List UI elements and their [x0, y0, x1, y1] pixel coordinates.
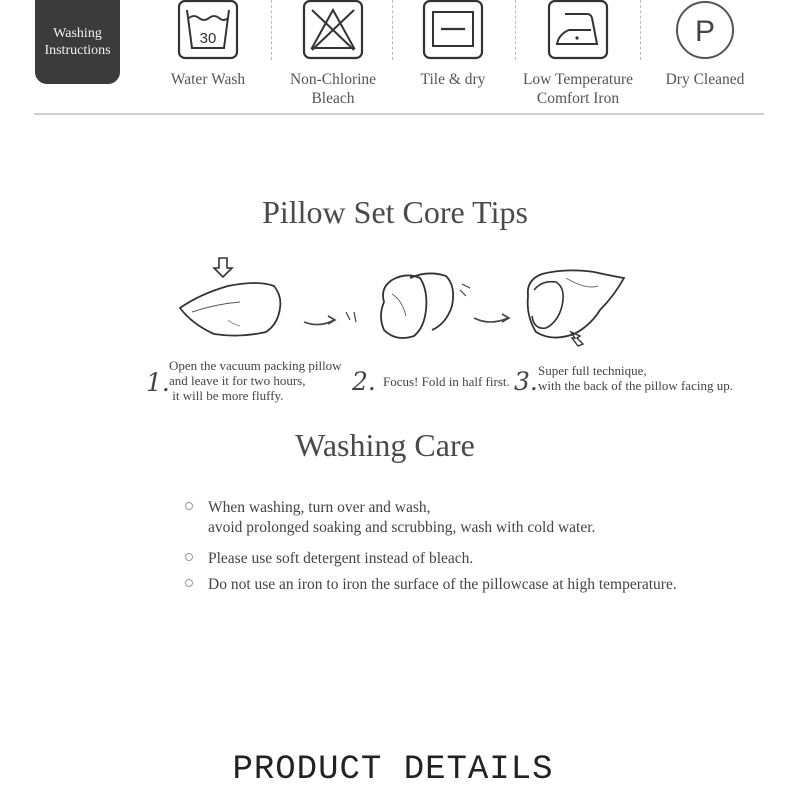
wash-temp-text: 30	[199, 30, 217, 47]
pillow-flat-icon	[180, 258, 280, 336]
care-label-dry-cleaned: Dry Cleaned	[665, 71, 745, 88]
step-1-text: Open the vacuum packing pillow and leave it for two hours, it will be more fluffy.	[169, 358, 342, 403]
care-item-water-wash	[160, 0, 256, 89]
pillow-folded-icon	[381, 273, 470, 338]
low-iron-icon	[547, 0, 609, 60]
step-1-number: 1.	[146, 368, 170, 397]
divider	[392, 0, 393, 60]
care-label-water-wash: Water Wash	[170, 71, 246, 88]
divider	[640, 0, 641, 60]
care-item-non-chlorine-bleach	[280, 0, 386, 108]
tips-title: Pillow Set Core Tips	[262, 194, 528, 230]
pillow-in-case-icon	[528, 270, 624, 346]
washing-care-title: Washing Care	[295, 427, 475, 463]
badge-line-1: Washing	[53, 26, 102, 41]
divider	[271, 0, 272, 60]
bullet-icon	[185, 579, 193, 587]
step-3-number: 3.	[514, 367, 538, 396]
care-item-dry-cleaned	[655, 0, 755, 89]
pillow-steps-illustration	[170, 250, 640, 350]
washing-care-list	[183, 498, 763, 595]
badge-line-2: Instructions	[44, 43, 111, 58]
header-divider	[34, 113, 764, 115]
dry-clean-p-icon	[674, 0, 736, 60]
list-item: Do not use an iron to iron the surface of the pillowcase at high temperature.	[183, 575, 763, 595]
care-label-tile-dry: Tile & dry	[420, 71, 486, 88]
washing-instructions-badge	[35, 0, 120, 84]
step-2-number: 2.	[352, 367, 376, 396]
care-item-tile-dry	[405, 0, 501, 89]
care-label-non-chlorine-bleach: Non-Chlorine Bleach	[289, 71, 377, 107]
list-item: When washing, turn over and wash, avoid prolonged soaking and scrubbing, wash with cold water.	[183, 498, 763, 538]
bullet-icon	[185, 553, 193, 561]
list-item: Please use soft detergent instead of bleach.	[183, 549, 763, 569]
step-2-text: Focus! Fold in half first.	[383, 374, 510, 389]
step-3-text: Super full technique, with the back of the pillow facing up.	[538, 363, 733, 393]
bullet-icon	[185, 502, 193, 510]
care-item-low-temperature-iron	[512, 0, 644, 108]
tumble-dry-icon	[422, 0, 484, 60]
care-label-low-temperature-iron: Low Temperature Comfort Iron	[522, 71, 634, 107]
product-details-heading: PRODUCT DETAILS	[232, 751, 554, 789]
dry-clean-symbol: P	[694, 15, 716, 48]
no-bleach-icon	[302, 0, 364, 60]
wash-30-icon	[177, 0, 239, 60]
